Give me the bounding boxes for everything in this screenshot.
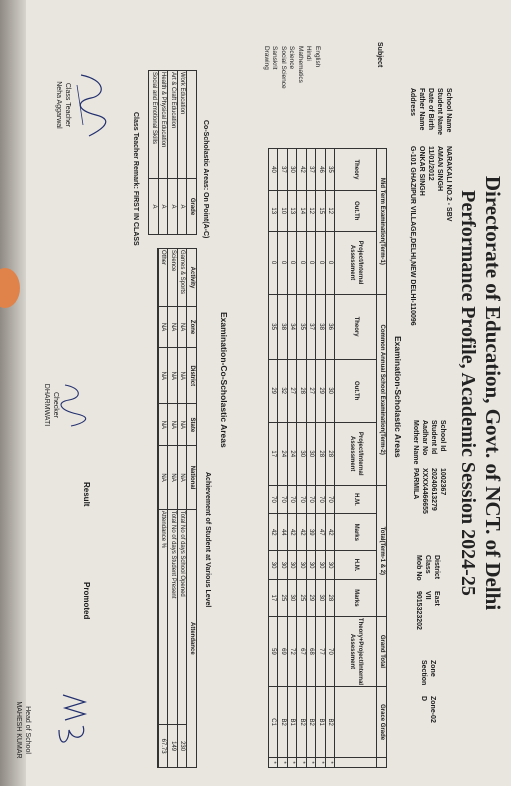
value-section: D [420, 696, 427, 702]
total-header: Total(Term-1 & 2) [377, 485, 387, 616]
table-cell: 70 [307, 485, 317, 514]
table-cell: * [269, 758, 279, 768]
table-cell: 42 [297, 149, 307, 191]
result-value: Promoted [82, 582, 91, 620]
table-row [326, 149, 336, 768]
grand-sub-col: Theory+Project/Internal Assessment [335, 616, 377, 686]
table-cell: 15 [316, 190, 326, 231]
table-row [178, 71, 188, 235]
subject-hindi: Hindi [305, 46, 313, 61]
t1-theory-col: Theory [335, 149, 377, 191]
table-cell: 25 [297, 579, 307, 616]
table-cell: B2 [297, 687, 307, 758]
grand-total-header: Grand Total [377, 616, 387, 686]
value-school-id: 1002367 [439, 468, 446, 496]
table-cell: 34 [288, 294, 298, 359]
table-cell: 69 [278, 616, 288, 686]
total-proj-hm-col: H.M. [335, 551, 377, 580]
result-label: Result [82, 482, 91, 507]
value-student-name: AMAN SINGH [436, 146, 443, 192]
co-scholastic-grade-table [149, 70, 198, 235]
table-cell: 27 [288, 359, 298, 422]
table-cell: 68 [307, 616, 317, 686]
attendance-value: 67.73 [159, 725, 169, 768]
term2-header: Common Annual School Examination(Term-2) [377, 294, 387, 485]
co-scholastic-rows [149, 71, 187, 235]
table-cell: 77 [316, 616, 326, 686]
total-hm-col: H.M. [335, 485, 377, 514]
attendance-label: Total No of days Student Present [168, 509, 178, 724]
attendance-label: Total No of days School Opened [178, 509, 188, 724]
value-district: East [433, 591, 440, 606]
table-cell: 70 [316, 485, 326, 514]
table-cell: 32 [278, 359, 288, 422]
head-of-school-name: MAHESH KUMAR [15, 701, 22, 759]
table-cell: 37 [307, 294, 317, 359]
table-cell: 13 [269, 190, 279, 231]
table-cell: 47 [316, 514, 326, 551]
table-cell: 44 [278, 514, 288, 551]
activity-level-value: NA [168, 307, 178, 348]
table-cell: 28 [326, 422, 336, 485]
class-teacher-label: Class Teacher [64, 82, 71, 128]
class-teacher-remark [132, 112, 139, 246]
table-cell: 70 [297, 485, 307, 514]
subject-list [262, 46, 322, 89]
attendance-col: Attendance [187, 509, 197, 767]
table-cell: 42 [326, 514, 336, 551]
district-block [414, 555, 441, 630]
label-student-id: Student Id [430, 420, 437, 455]
label-student-name: Student Name [436, 88, 443, 136]
label-dob: Date of Birth [427, 88, 434, 130]
label-aadhar: Aadhar No [421, 420, 428, 456]
label-mother-name: Mother Name [412, 420, 419, 465]
table-cell: 28 [297, 359, 307, 422]
student-info-block [408, 88, 453, 326]
attendance-label: Attendance % [159, 509, 169, 724]
table-cell: B2 [326, 687, 336, 758]
table-row [159, 71, 169, 235]
table-cell: 70 [288, 485, 298, 514]
class-teacher-signature [71, 70, 111, 140]
title-line-1: Directorate of Education, Govt. of NCT. of Delhi [481, 175, 505, 611]
table-cell: 30 [307, 551, 317, 580]
table-cell: * [278, 758, 288, 768]
table-cell: 46 [316, 149, 326, 191]
table-cell: 0 [278, 231, 288, 294]
value-mob: 9015323202 [415, 591, 422, 630]
activity-level-value: NA [159, 404, 169, 446]
label-section: Section [420, 660, 427, 686]
table-cell: 30 [269, 551, 279, 580]
value-father-name: ONKAR SINGH [418, 146, 425, 196]
table-cell: 70 [326, 616, 336, 686]
table-cell: 14 [297, 190, 307, 231]
label-school-id: School Id [439, 420, 446, 452]
table-row [168, 249, 178, 768]
activity-name: Games & Sports [178, 249, 188, 307]
subject-english: English [314, 46, 321, 68]
table-cell: 35 [297, 294, 307, 359]
area-grade: A [149, 179, 159, 235]
table-cell: 36 [326, 294, 336, 359]
subject-social-science: Social Science [280, 46, 287, 89]
table-cell: 35 [269, 294, 279, 359]
table-row [288, 149, 298, 768]
table-cell: 17 [269, 579, 279, 616]
area-grade: A [178, 179, 188, 235]
table-cell: 0 [297, 231, 307, 294]
table-cell: B2 [278, 687, 288, 758]
co-scholastic-section-title: Examination-Co-Scholastic Areas [219, 312, 229, 448]
table-cell: 28 [316, 422, 326, 485]
table-cell: 30 [288, 551, 298, 580]
zone-col: Zone [187, 307, 197, 348]
table-cell: 59 [269, 616, 279, 686]
table-cell: 67 [297, 616, 307, 686]
scholastic-table [268, 148, 387, 768]
table-cell: 70 [269, 485, 279, 514]
subject-sanskrit: Sanskrit [271, 46, 279, 70]
table-cell: * [297, 758, 307, 768]
table-cell: 29 [269, 359, 279, 422]
area-grade: A [168, 179, 178, 235]
table-cell: 24 [288, 422, 298, 485]
grace-header [377, 758, 387, 768]
value-mother-name: PARMILA [412, 468, 419, 500]
area-grade: A [159, 179, 169, 235]
achievement-table [157, 248, 197, 768]
table-cell: 30 [307, 422, 317, 485]
table-cell: 12 [326, 190, 336, 231]
activity-level-value: NA [159, 348, 169, 404]
table-cell: 42 [269, 514, 279, 551]
subject-header: Subject [376, 42, 383, 68]
label-class: Class [424, 555, 431, 574]
table-cell: 12 [307, 190, 317, 231]
table-cell: 29 [307, 579, 317, 616]
table-cell: 0 [316, 231, 326, 294]
table-row [149, 71, 159, 235]
area-col [187, 71, 197, 179]
label-mob: Mob No [415, 555, 422, 581]
table-cell: 30 [316, 551, 326, 580]
table-cell: C1 [269, 687, 279, 758]
attendance-value: 230 [178, 725, 188, 768]
value-dob: 11/01/2012 [427, 146, 434, 181]
activity-name: Other [159, 249, 169, 307]
table-cell: * [288, 758, 298, 768]
activity-level-value: NA [168, 348, 178, 404]
table-cell: 27 [307, 359, 317, 422]
grade-col-co: Grade [187, 179, 197, 235]
scholastic-section-title: Examination-Scholastic Areas [393, 336, 403, 458]
table-cell: * [307, 758, 317, 768]
table-cell: 28 [326, 579, 336, 616]
t2-theory-col: Theory [335, 294, 377, 359]
table-cell: 24 [278, 422, 288, 485]
class-teacher-name: Neha Aggarwal [55, 81, 62, 129]
table-cell: 0 [269, 231, 279, 294]
table-cell: 17 [269, 422, 279, 485]
table-cell: 70 [278, 485, 288, 514]
table-row [178, 249, 188, 768]
zone-block [419, 660, 437, 723]
t2-outta-col: Out.Th [335, 359, 377, 422]
table-cell: 0 [288, 231, 298, 294]
table-cell: 37 [278, 149, 288, 191]
activity-level-value: NA [159, 446, 169, 509]
t1-outta-col: Out.Th [335, 190, 377, 231]
table-cell: 38 [278, 294, 288, 359]
activity-col: Activity [187, 249, 197, 307]
table-cell: 30 [326, 359, 336, 422]
label-address: Address [409, 88, 416, 117]
label-father-name: Father Name [418, 88, 425, 131]
table-cell: 25 [278, 579, 288, 616]
grade-col [335, 687, 377, 758]
table-cell: 30 [288, 149, 298, 191]
activity-level-value: NA [178, 307, 188, 348]
subject-science: Science [288, 46, 296, 70]
achievement-rows [158, 249, 188, 768]
total-proj-marks-col: Marks [335, 579, 377, 616]
value-school-name: NARAKALI NO.2 - SBV [445, 146, 452, 222]
table-cell: 30 [288, 579, 298, 616]
table-cell: 30 [316, 579, 326, 616]
activity-level-value: NA [168, 404, 178, 446]
attendance-value: 149 [168, 725, 178, 768]
head-of-school-label: Head of School [24, 706, 31, 754]
activity-level-value: NA [159, 307, 169, 348]
table-cell: 30 [326, 551, 336, 580]
table-cell: 0 [326, 231, 336, 294]
area-name: Social and Emotional Skills [149, 71, 159, 179]
total-marks-col: Marks [335, 514, 377, 551]
table-row [297, 149, 307, 768]
national-col: National [187, 446, 197, 509]
value-class: VII [424, 591, 431, 600]
table-cell: 0 [307, 231, 317, 294]
table-row [269, 149, 279, 768]
t1-project-col: Project/Internal Assessment [335, 231, 377, 294]
area-name: Work Education [178, 71, 188, 179]
table-cell: 13 [288, 190, 298, 231]
grace-grade-header: Grace Grade [377, 687, 387, 758]
achievement-title: Achievement of Student at Various Level [204, 472, 211, 608]
table-cell: 30 [297, 551, 307, 580]
table-cell: 30 [278, 551, 288, 580]
table-cell: 40 [269, 149, 279, 191]
table-row [316, 149, 326, 768]
label-district: District [433, 555, 440, 580]
activity-level-value: NA [178, 404, 188, 446]
area-name: Health & Physical Education [159, 71, 169, 179]
table-row [168, 71, 178, 235]
remark-value: FIRST IN CLASS [132, 190, 139, 246]
table-cell: 39 [307, 514, 317, 551]
subject-mathematics: Mathematics [297, 46, 304, 83]
checker-label: Checker [52, 391, 59, 419]
subject-drawing: Drawing [263, 46, 270, 70]
table-cell: 38 [316, 294, 326, 359]
grace-col [335, 758, 377, 768]
head-of-school-signature [53, 690, 93, 760]
checker-signature [57, 380, 87, 430]
school-ids-block [411, 420, 447, 514]
district-col: District [187, 348, 197, 404]
t2-project-col: Project/Internal Assessment [335, 422, 377, 485]
table-row [278, 149, 288, 768]
checker-name: DHARMWATI [43, 383, 50, 427]
label-school-name: School Name [445, 88, 452, 133]
value-address: G-101 GHAZIPUR VILLAGE,DELHI,NEW DELHI-110096 [409, 146, 416, 326]
table-cell: * [326, 758, 336, 768]
table-cell: 42 [288, 514, 298, 551]
table-row [307, 149, 317, 768]
area-name: Art & Craft Education [168, 71, 178, 179]
activity-level-value: NA [178, 348, 188, 404]
term1-header: Mid Term Examination(Term-1) [377, 149, 387, 295]
label-zone: Zone [429, 660, 436, 677]
table-cell: 29 [316, 359, 326, 422]
table-cell: * [316, 758, 326, 768]
table-cell: 42 [297, 514, 307, 551]
activity-level-value: NA [168, 446, 178, 509]
title-line-2: Performance Profile, Academic Session 2024-25 [457, 190, 479, 596]
scholastic-rows [269, 149, 336, 768]
onpoint-title: Co-Scholastic Areas: On Point(A-C) [202, 120, 209, 239]
remark-label: Class Teacher Remark: [132, 112, 139, 189]
value-student-id: 20240613279 [430, 468, 437, 511]
table-cell: B1 [316, 687, 326, 758]
activity-level-value: NA [178, 446, 188, 509]
table-cell: 35 [326, 149, 336, 191]
table-cell: 70 [326, 485, 336, 514]
table-cell: 37 [307, 149, 317, 191]
table-cell: 72 [288, 616, 298, 686]
value-zone: Zone-02 [429, 696, 436, 723]
table-cell: B1 [288, 687, 298, 758]
table-cell: B2 [307, 687, 317, 758]
table-cell: 10 [278, 190, 288, 231]
table-row [159, 249, 169, 768]
state-col: State [187, 404, 197, 446]
value-aadhar: XXXX4466655 [421, 468, 428, 514]
table-cell: 30 [297, 422, 307, 485]
activity-name: Science [168, 249, 178, 307]
